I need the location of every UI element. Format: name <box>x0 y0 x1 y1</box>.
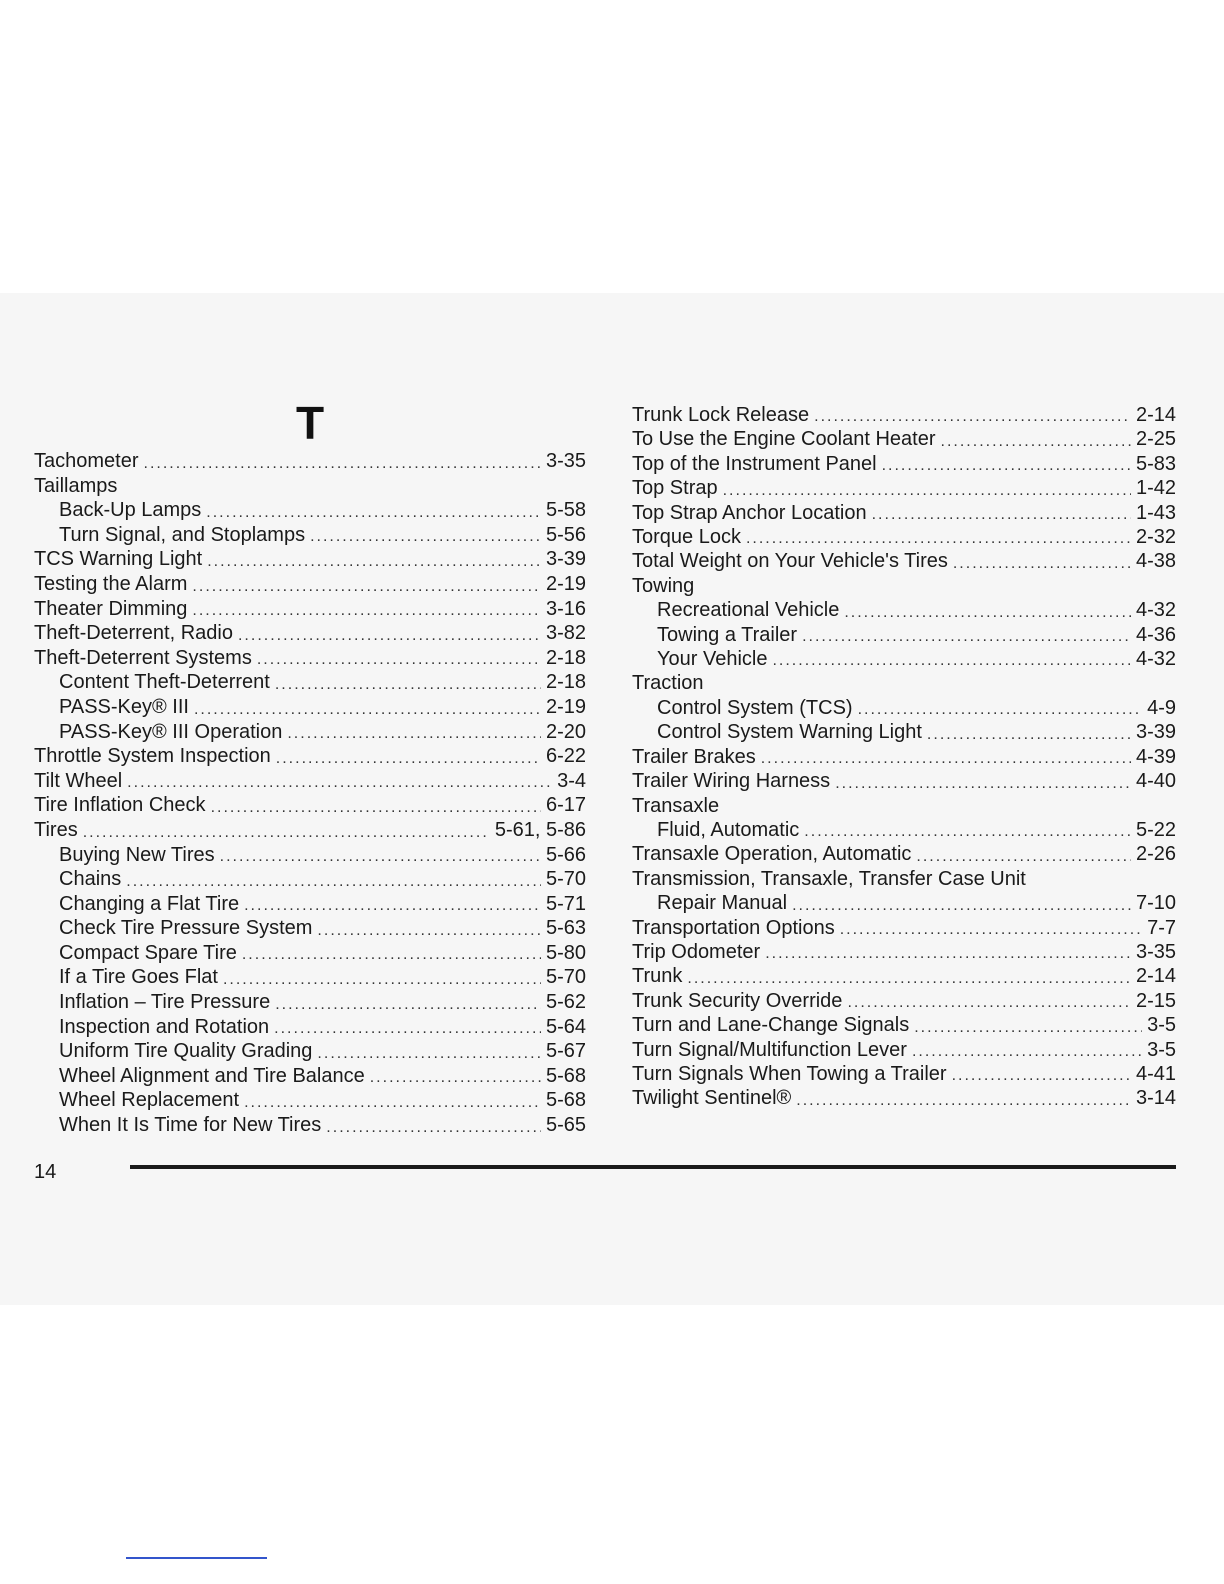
entry-label: Transmission, Transaxle, Transfer Case Unit <box>632 867 1026 890</box>
entry-page-ref: 5-64 <box>545 1015 586 1038</box>
entry-page-ref: 6-17 <box>545 794 586 817</box>
dot-leader <box>796 1091 1131 1111</box>
index-entry <box>632 1086 1176 1110</box>
entry-label: Control System (TCS) <box>657 696 853 719</box>
entry-label: Turn Signal/Multifunction Lever <box>632 1038 907 1061</box>
dot-leader <box>276 749 541 769</box>
index-entry <box>34 474 586 499</box>
entry-page-ref: 2-14 <box>1135 965 1176 988</box>
index-entry <box>34 621 586 646</box>
dot-leader <box>275 995 541 1015</box>
index-entry <box>632 1038 1176 1062</box>
entry-label: Inspection and Rotation <box>59 1015 270 1038</box>
entry-page-ref: 5-70 <box>545 868 586 891</box>
dot-leader <box>746 529 1131 549</box>
entry-page-ref: 2-18 <box>545 646 586 669</box>
dot-leader <box>223 970 541 990</box>
index-entry <box>632 769 1176 793</box>
entry-page-ref: 5-71 <box>545 892 586 915</box>
dot-leader <box>927 725 1131 745</box>
entry-label: Top Strap <box>632 477 718 500</box>
entry-label: Theft-Deterrent Systems <box>34 646 252 669</box>
index-entry <box>632 1062 1176 1086</box>
index-entry <box>34 547 586 572</box>
dot-leader <box>772 651 1131 671</box>
entry-label: If a Tire Goes Flat <box>59 966 218 989</box>
index-column-left <box>34 449 586 1138</box>
index-entry <box>34 1015 586 1040</box>
entry-label: Theft-Deterrent, Radio <box>34 622 233 645</box>
dot-leader <box>220 847 541 867</box>
dot-leader <box>847 993 1131 1013</box>
index-entry <box>632 964 1176 988</box>
entry-page-ref: 5-56 <box>545 523 586 546</box>
entry-label: Theater Dimming <box>34 597 188 620</box>
entry-label: Trailer Brakes <box>632 745 756 768</box>
index-entry <box>34 916 586 941</box>
dot-leader <box>317 1044 541 1064</box>
index-entry <box>34 597 586 622</box>
index-entry <box>34 1113 586 1138</box>
index-entry <box>632 989 1176 1013</box>
dot-leader <box>238 626 541 646</box>
entry-label: Transaxle Operation, Automatic <box>632 843 912 866</box>
dot-leader <box>242 945 541 965</box>
index-entry <box>632 403 1176 427</box>
index-entry <box>632 525 1176 549</box>
entry-page-ref: 3-5 <box>1147 1014 1176 1037</box>
entry-label: PASS-Key® III Operation <box>59 720 283 743</box>
index-entry <box>632 623 1176 647</box>
entry-page-ref: 3-4 <box>557 769 586 792</box>
index-entry <box>34 744 586 769</box>
entry-label: Transportation Options <box>632 916 835 939</box>
entry-page-ref: 5-68 <box>545 1064 586 1087</box>
dot-leader <box>126 872 541 892</box>
entry-page-ref: 4-41 <box>1135 1062 1176 1085</box>
index-entry <box>632 427 1176 451</box>
entry-page-ref: 7-7 <box>1147 916 1176 939</box>
entry-label: Chains <box>59 868 122 891</box>
dot-leader <box>257 650 541 670</box>
dot-leader <box>802 627 1131 647</box>
dot-leader <box>192 577 541 597</box>
entry-page-ref: 4-32 <box>1135 599 1176 622</box>
entry-page-ref: 5-70 <box>545 966 586 989</box>
index-entry <box>34 990 586 1015</box>
entry-page-ref: 2-19 <box>545 572 586 595</box>
dot-leader <box>912 1042 1142 1062</box>
dot-leader <box>835 774 1131 794</box>
dot-leader <box>914 1018 1142 1038</box>
dot-leader <box>882 456 1131 476</box>
entry-label: Buying New Tires <box>59 843 215 866</box>
index-entry <box>34 769 586 794</box>
entry-label: Turn Signals When Towing a Trailer <box>632 1062 947 1085</box>
entry-label: Towing <box>632 574 695 597</box>
entry-page-ref: 5-58 <box>545 499 586 522</box>
dot-leader <box>192 601 541 621</box>
dot-leader <box>287 724 541 744</box>
index-entry <box>632 940 1176 964</box>
index-entry <box>34 523 586 548</box>
dot-leader <box>317 921 541 941</box>
entry-page-ref: 2-15 <box>1135 989 1176 1012</box>
index-entry <box>34 1088 586 1113</box>
dot-leader <box>840 920 1142 940</box>
entry-page-ref: 1-43 <box>1135 501 1176 524</box>
entry-label: Control System Warning Light <box>657 721 922 744</box>
index-entry <box>34 1039 586 1064</box>
entry-page-ref: 5-62 <box>545 991 586 1014</box>
entry-label: Trunk <box>632 965 683 988</box>
dot-leader <box>953 554 1131 574</box>
bottom-link-underline <box>126 1557 267 1559</box>
entry-label: Repair Manual <box>657 892 788 915</box>
index-entry <box>34 572 586 597</box>
dot-leader <box>83 823 490 843</box>
entry-page-ref: 3-14 <box>1135 1087 1176 1110</box>
dot-leader <box>952 1066 1131 1086</box>
index-entry <box>34 941 586 966</box>
dot-leader <box>207 552 541 572</box>
entry-page-ref: 3-35 <box>1135 940 1176 963</box>
entry-page-ref: 4-40 <box>1135 770 1176 793</box>
entry-label: Top of the Instrument Panel <box>632 452 877 475</box>
index-entry <box>632 818 1176 842</box>
entry-page-ref: 2-25 <box>1135 428 1176 451</box>
dot-leader <box>144 454 541 474</box>
entry-label: Tachometer <box>34 450 139 472</box>
entry-label: Content Theft-Deterrent <box>59 671 270 694</box>
entry-label: Torque Lock <box>632 526 741 549</box>
entry-label: Turn Signal, and Stoplamps <box>59 523 306 546</box>
entry-page-ref: 5-22 <box>1135 818 1176 841</box>
entry-page-ref: 3-39 <box>1135 721 1176 744</box>
dot-leader <box>765 944 1131 964</box>
entry-label: Towing a Trailer <box>657 623 798 646</box>
dot-leader <box>687 969 1131 989</box>
entry-page-ref: 5-61, 5-86 <box>494 818 586 841</box>
index-entry <box>632 501 1176 525</box>
index-entry <box>632 916 1176 940</box>
dot-leader <box>941 432 1131 452</box>
entry-label: Taillamps <box>34 474 118 497</box>
dot-leader <box>194 700 541 720</box>
index-entry <box>34 498 586 523</box>
entry-page-ref: 2-18 <box>545 671 586 694</box>
index-entry <box>632 549 1176 573</box>
entry-label: Wheel Replacement <box>59 1089 240 1112</box>
dot-leader <box>326 1118 541 1138</box>
index-entry <box>632 574 1176 598</box>
dot-leader <box>916 847 1131 867</box>
entry-label: TCS Warning Light <box>34 548 203 571</box>
entry-label: Trailer Wiring Harness <box>632 770 831 793</box>
entry-page-ref: 5-66 <box>545 843 586 866</box>
index-entry <box>632 1013 1176 1037</box>
dot-leader <box>275 675 541 695</box>
index-entry <box>632 867 1176 891</box>
entry-page-ref: 4-36 <box>1135 623 1176 646</box>
entry-label: PASS-Key® III <box>59 695 189 718</box>
dot-leader <box>206 503 541 523</box>
index-column-right <box>632 403 1176 1111</box>
index-entry <box>632 745 1176 769</box>
index-entry <box>34 646 586 671</box>
entry-page-ref: 6-22 <box>545 745 586 768</box>
entry-page-ref: 3-5 <box>1147 1038 1176 1061</box>
entry-page-ref: 5-67 <box>545 1040 586 1063</box>
index-entry <box>632 671 1176 695</box>
entry-label: Top Strap Anchor Location <box>632 501 867 524</box>
entry-label: Twilight Sentinel® <box>632 1087 792 1110</box>
entry-label: Tilt Wheel <box>34 769 123 792</box>
index-entry <box>34 892 586 917</box>
index-entry <box>632 794 1176 818</box>
entry-label: Fluid, Automatic <box>657 818 800 841</box>
dot-leader <box>844 603 1131 623</box>
section-letter: T <box>296 397 325 449</box>
entry-label: Total Weight on Your Vehicle's Tires <box>632 550 948 573</box>
entry-page-ref: 4-9 <box>1147 696 1176 719</box>
entry-page-ref: 2-26 <box>1135 843 1176 866</box>
dot-leader <box>858 700 1143 720</box>
entry-page-ref: 5-80 <box>545 941 586 964</box>
entry-page-ref: 4-38 <box>1135 550 1176 573</box>
entry-page-ref: 2-32 <box>1135 526 1176 549</box>
entry-label: Your Vehicle <box>657 648 768 671</box>
entry-label: Uniform Tire Quality Grading <box>59 1040 313 1063</box>
index-entry <box>632 891 1176 915</box>
dot-leader <box>310 527 541 547</box>
entry-label: Back-Up Lamps <box>59 499 202 522</box>
entry-page-ref: 3-16 <box>545 597 586 620</box>
index-entry <box>632 842 1176 866</box>
dot-leader <box>804 822 1131 842</box>
entry-label: When It Is Time for New Tires <box>59 1114 322 1137</box>
index-entry <box>34 867 586 892</box>
dot-leader <box>723 481 1131 501</box>
index-entry <box>34 843 586 868</box>
entry-label: Traction <box>632 672 704 695</box>
entry-label: Compact Spare Tire <box>59 941 237 964</box>
entry-label: Trip Odometer <box>632 940 761 963</box>
dot-leader <box>814 407 1131 427</box>
index-entry <box>34 670 586 695</box>
dot-leader <box>274 1019 541 1039</box>
dot-leader <box>127 773 552 793</box>
entry-page-ref: 4-39 <box>1135 745 1176 768</box>
entry-label: Inflation – Tire Pressure <box>59 991 271 1014</box>
dot-leader <box>211 798 541 818</box>
entry-label: Recreational Vehicle <box>657 599 840 622</box>
entry-page-ref: 2-19 <box>545 695 586 718</box>
index-entry <box>34 449 586 474</box>
dot-leader <box>370 1068 541 1088</box>
footer-rule <box>130 1165 1176 1169</box>
index-entry <box>34 793 586 818</box>
dot-leader <box>244 1093 541 1113</box>
entry-label: Wheel Alignment and Tire Balance <box>59 1064 365 1087</box>
entry-label: Changing a Flat Tire <box>59 892 240 915</box>
index-entry <box>34 965 586 990</box>
dot-leader <box>761 749 1131 769</box>
entry-page-ref: 3-35 <box>545 450 586 472</box>
entry-page-ref: 5-63 <box>545 917 586 940</box>
entry-page-ref: 3-82 <box>545 622 586 645</box>
entry-label: Check Tire Pressure System <box>59 917 313 940</box>
entry-label: Turn and Lane-Change Signals <box>632 1014 910 1037</box>
entry-page-ref: 1-42 <box>1135 477 1176 500</box>
index-entry <box>632 598 1176 622</box>
entry-page-ref: 5-68 <box>545 1089 586 1112</box>
entry-label: Tire Inflation Check <box>34 794 206 817</box>
entry-label: Testing the Alarm <box>34 572 188 595</box>
index-entry <box>632 647 1176 671</box>
entry-page-ref: 7-10 <box>1135 892 1176 915</box>
dot-leader <box>792 896 1131 916</box>
entry-page-ref: 4-32 <box>1135 648 1176 671</box>
index-entry <box>34 695 586 720</box>
page-number: 14 <box>34 1161 57 1183</box>
entry-page-ref: 2-14 <box>1135 404 1176 426</box>
entry-page-ref: 5-65 <box>545 1114 586 1137</box>
entry-label: Throttle System Inspection <box>34 745 271 768</box>
entry-page-ref: 3-39 <box>545 548 586 571</box>
entry-label: Tires <box>34 818 78 841</box>
entry-label: Trunk Lock Release <box>632 404 810 426</box>
index-entry <box>34 720 586 745</box>
entry-label: Trunk Security Override <box>632 989 843 1012</box>
entry-label: To Use the Engine Coolant Heater <box>632 428 936 451</box>
index-entry <box>632 696 1176 720</box>
entry-page-ref: 5-83 <box>1135 452 1176 475</box>
index-entry <box>632 476 1176 500</box>
entry-page-ref: 2-20 <box>545 720 586 743</box>
entry-label: Transaxle <box>632 794 720 817</box>
index-entry <box>34 1064 586 1089</box>
dot-leader <box>872 505 1131 525</box>
index-entry <box>632 720 1176 744</box>
index-entry <box>632 452 1176 476</box>
dot-leader <box>244 896 541 916</box>
index-entry <box>34 818 586 843</box>
